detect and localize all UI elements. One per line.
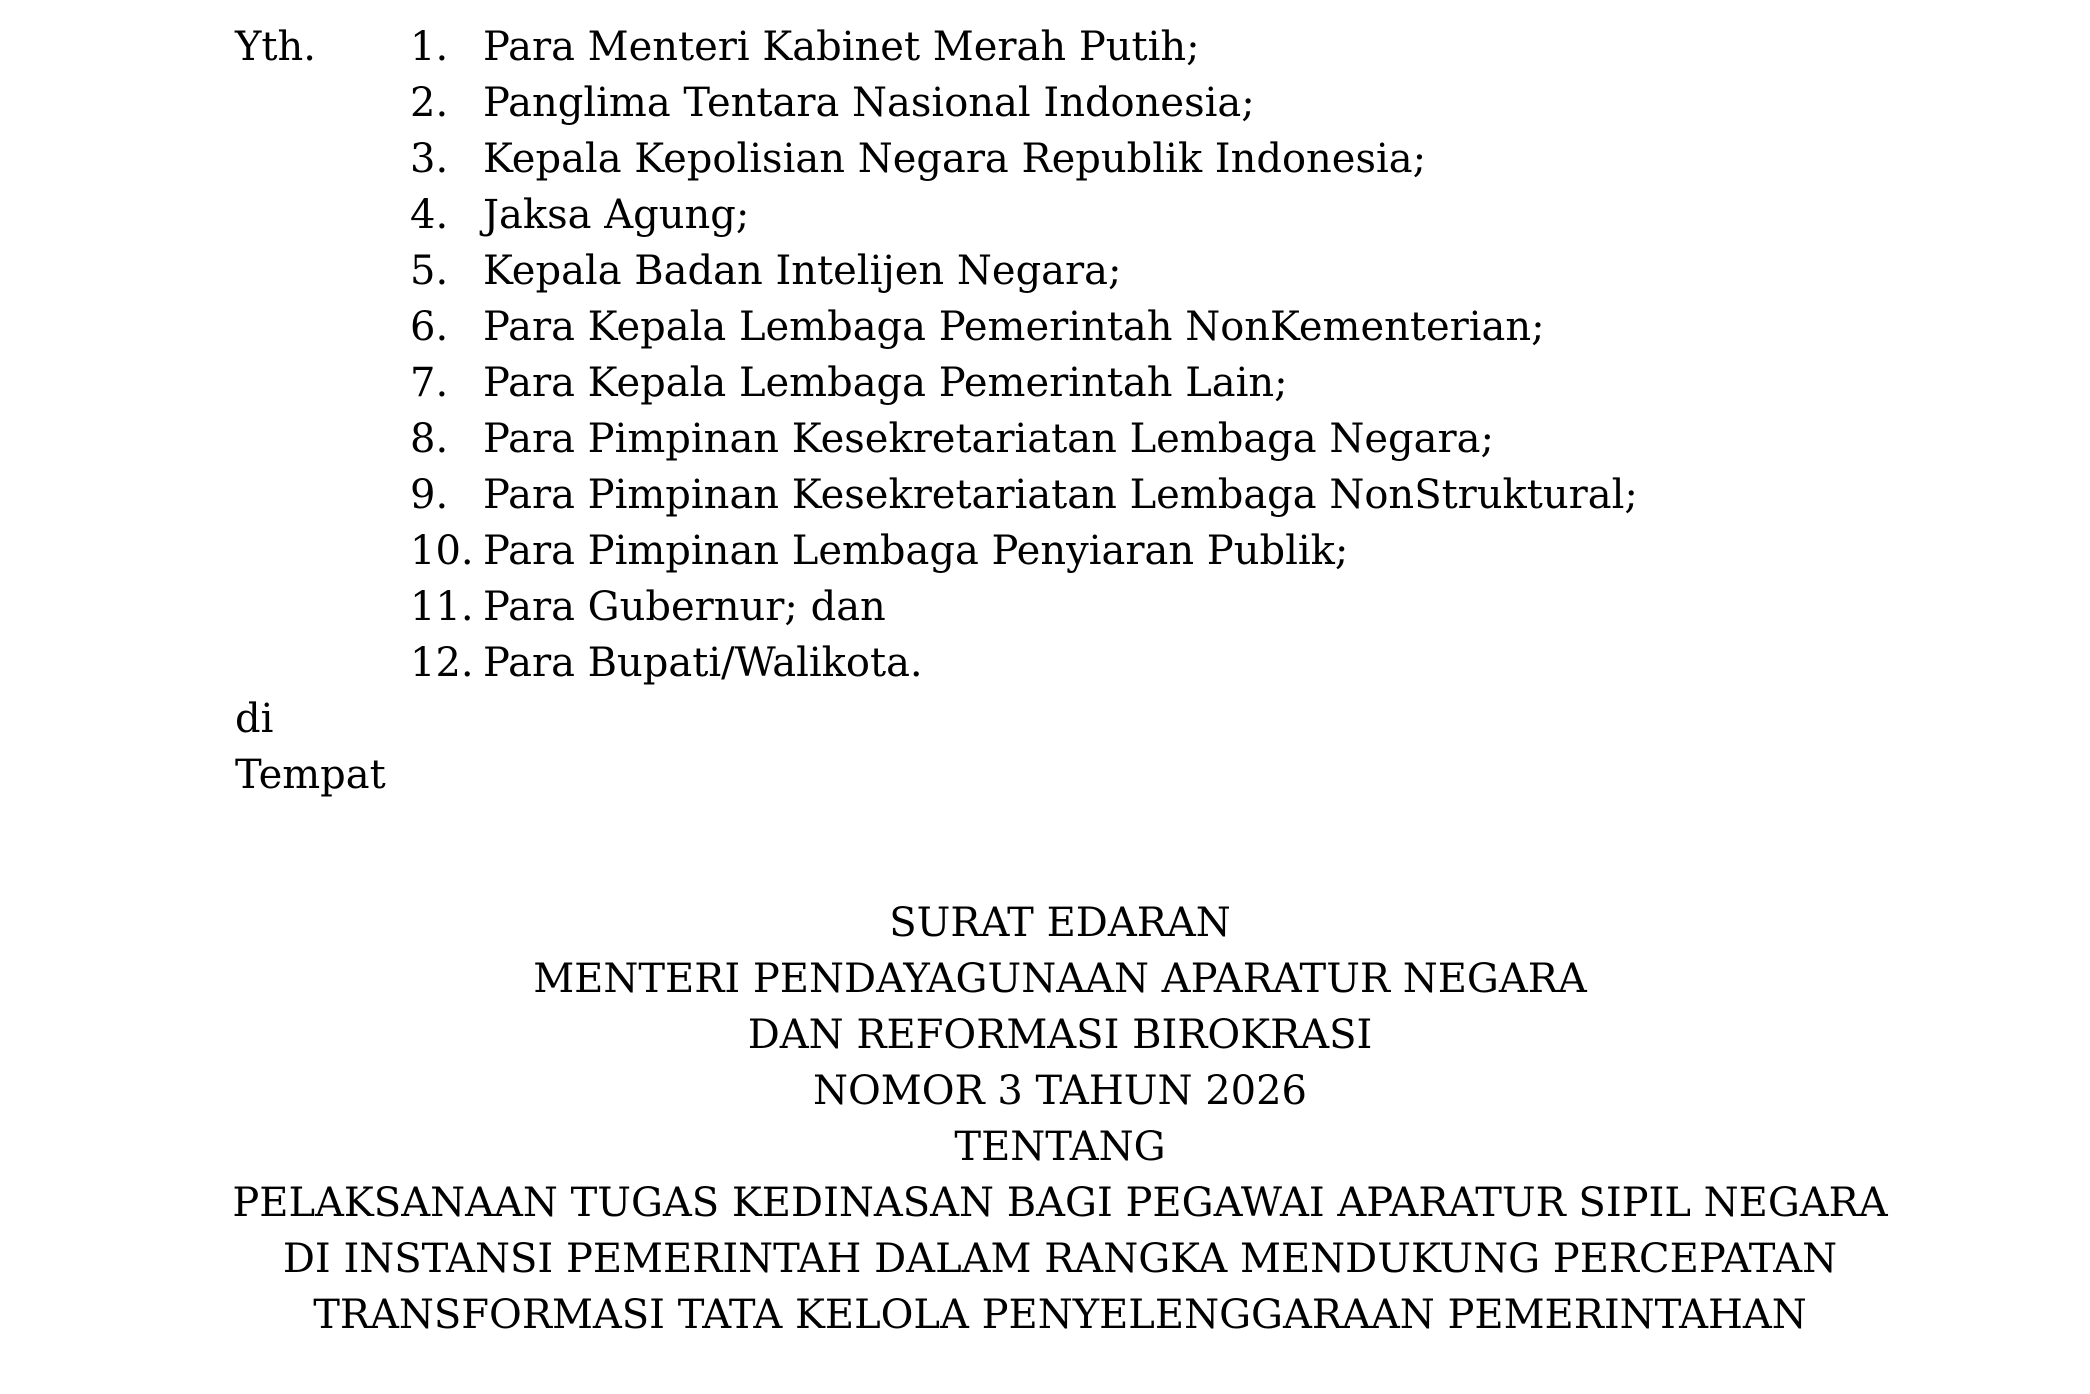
recipient-text: Kepala Badan Intelijen Negara; — [483, 248, 1122, 294]
recipient-number: 9. — [410, 472, 449, 518]
location-line-di: di — [235, 696, 274, 742]
title-line: PELAKSANAAN TUGAS KEDINASAN BAGI PEGAWAI APARATUR SIPIL NEGARA — [232, 1180, 1888, 1226]
recipient-number: 4. — [410, 192, 449, 238]
recipient-row — [410, 299, 1638, 355]
title-block — [220, 895, 1900, 1343]
recipient-text: Para Pimpinan Lembaga Penyiaran Publik; — [483, 528, 1349, 574]
title-line: DAN REFORMASI BIROKRASI — [747, 1012, 1373, 1058]
title-line: TENTANG — [954, 1124, 1166, 1170]
title-line: MENTERI PENDAYAGUNAAN APARATUR NEGARA — [533, 956, 1587, 1002]
recipient-text: Jaksa Agung; — [483, 192, 750, 238]
recipient-row — [410, 635, 1638, 691]
recipient-text: Para Kepala Lembaga Pemerintah Lain; — [483, 360, 1288, 406]
recipient-text: Para Menteri Kabinet Merah Putih; — [483, 24, 1200, 70]
recipient-text: Para Bupati/Walikota. — [483, 640, 923, 686]
recipient-row — [410, 243, 1638, 299]
recipient-number: 11. — [410, 584, 474, 630]
recipient-text: Para Kepala Lembaga Pemerintah NonKementerian; — [483, 304, 1545, 350]
recipient-row — [410, 467, 1638, 523]
recipient-text: Panglima Tentara Nasional Indonesia; — [483, 80, 1255, 126]
recipient-row — [410, 411, 1638, 467]
recipient-row — [410, 355, 1638, 411]
recipient-row — [410, 131, 1638, 187]
recipient-row — [410, 75, 1638, 131]
title-line: DI INSTANSI PEMERINTAH DALAM RANGKA MENDUKUNG PERCEPATAN — [282, 1236, 1838, 1282]
recipient-number: 10. — [410, 528, 474, 574]
title-line: TRANSFORMASI TATA KELOLA PENYELENGGARAAN PEMERINTAHAN — [313, 1292, 1807, 1338]
recipient-row — [410, 579, 1638, 635]
title-line: SURAT EDARAN — [889, 900, 1231, 946]
recipient-row — [410, 523, 1638, 579]
recipient-number: 3. — [410, 136, 449, 182]
recipient-number: 6. — [410, 304, 449, 350]
recipient-list — [410, 19, 1638, 691]
recipient-number: 12. — [410, 640, 474, 686]
salutation-label: Yth. — [235, 24, 316, 70]
title-line: NOMOR 3 TAHUN 2026 — [812, 1068, 1308, 1114]
recipient-text: Para Pimpinan Kesekretariatan Lembaga Negara; — [483, 416, 1494, 462]
recipient-number: 7. — [410, 360, 449, 406]
recipient-row — [410, 19, 1638, 75]
recipient-text: Kepala Kepolisian Negara Republik Indonesia; — [483, 136, 1427, 182]
recipient-number: 8. — [410, 416, 449, 462]
recipient-number: 5. — [410, 248, 449, 294]
recipient-number: 2. — [410, 80, 449, 126]
recipient-text: Para Pimpinan Kesekretariatan Lembaga NonStruktural; — [483, 472, 1638, 518]
recipient-row — [410, 187, 1638, 243]
recipient-text: Para Gubernur; dan — [483, 584, 886, 630]
location-line-tempat: Tempat — [235, 752, 386, 798]
recipient-number: 1. — [410, 24, 449, 70]
